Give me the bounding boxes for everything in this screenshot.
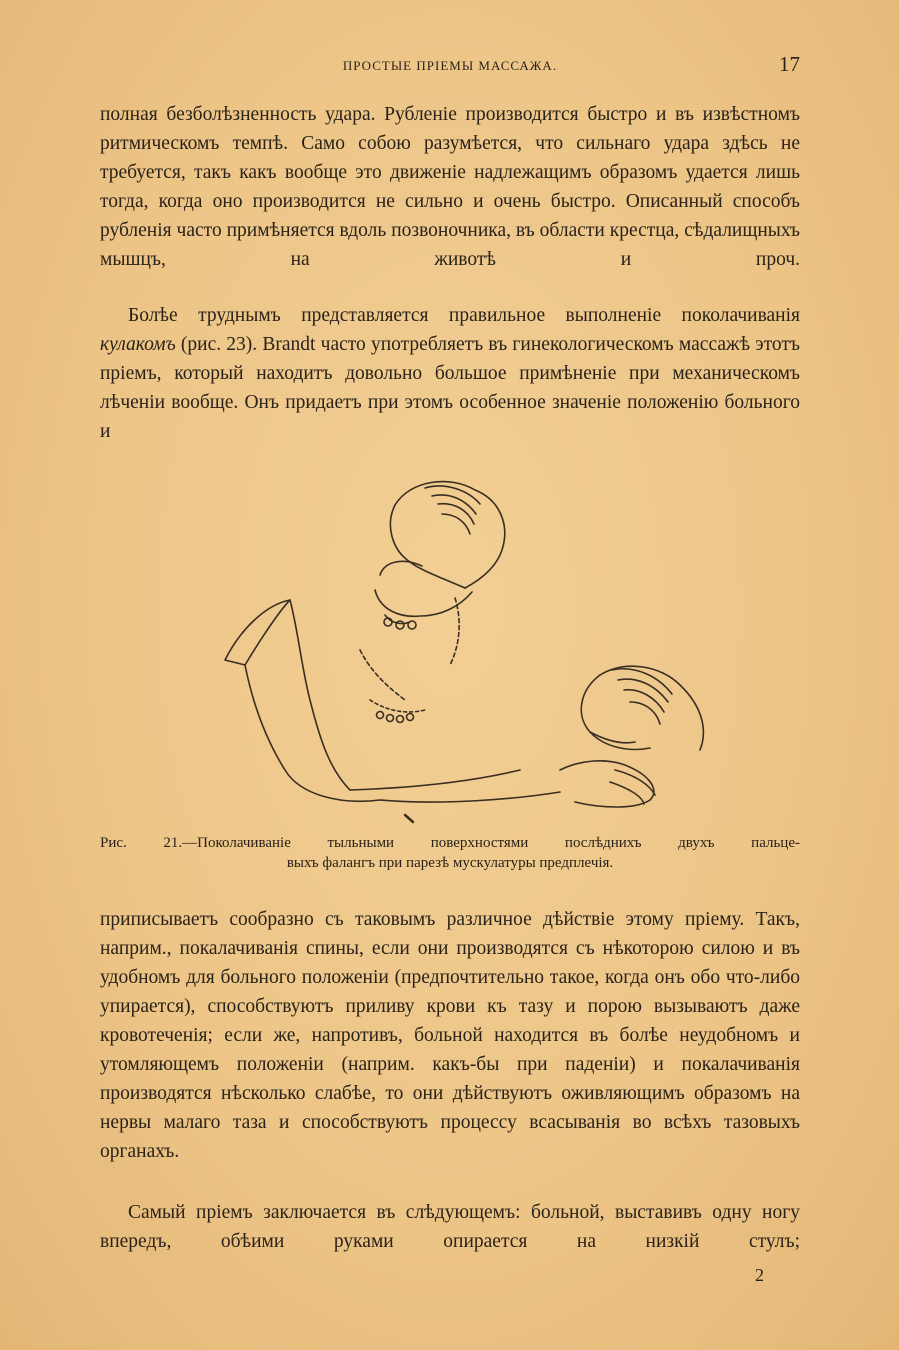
paragraph-1: полная безболѣзненность удара. Рубленіе производится быстро и въ извѣстномъ ритмическомъ темпѣ. Само собою разумѣется, что сильнаго удара здѣсь не требуется, такъ какъ вообще это движеніе надлежащимъ образомъ удается лишь тогда, когда оно производится не сильно и очень быстро. Описанный способъ рубленія часто примѣняется вдоль позвоночника, въ области крестца, сѣдалищныхъ мышцъ, на животѣ и проч. — [100, 104, 800, 270]
paragraph-4: Самый пріемъ заключается въ слѣдующемъ: больной, выставивъ одну ногу впередъ, обѣими руками опирается на низкій стулъ; — [100, 1202, 800, 1252]
paragraph-2-start: Болѣе труднымъ представляется правильное выполненіе поколачиванія — [128, 305, 800, 326]
figure-caption — [100, 833, 800, 873]
caption-line-2: выхъ фалангъ при парезѣ мускулатуры предплечія. — [286, 855, 614, 871]
forearm-drawing — [225, 600, 560, 802]
caption-line-1: Рис. 21.—Поколачиваніе тыльными поверхностями послѣднихъ двухъ пальце- — [100, 835, 800, 851]
running-title: ПРОСТЫЕ ПРІЕМЫ МАССАЖА. — [342, 58, 558, 73]
figure-illustration — [210, 470, 730, 825]
page-header — [100, 52, 800, 82]
paragraph-2 — [100, 301, 800, 446]
printer-signature: 2 — [755, 1265, 764, 1285]
page-number: 17 — [779, 52, 800, 76]
paragraph-3: приписываетъ сообразно съ таковымъ различное дѣйствіе этому пріему. Такъ, наприм., покалачиванія спины, если они производятся съ нѣкоторою силою и въ удобномъ для больного положеніи (предпочтительно такое, когда онъ обо что-либо упирается), способствуютъ приливу крови къ тазу и порою вызываютъ даже кровотеченія; если же, напротивъ, больной находится въ болѣе неудобномъ и утомляющемъ положеніи (наприм. какъ-бы при паденіи) и покалачиванія производятся нѣсколько слабѣе, то они дѣйствуютъ оживляющимъ образомъ на нервы малаго таза и способствуютъ процессу всасыванія во всѣхъ тазовыхъ органахъ. — [100, 909, 800, 1162]
lower-hand-drawing — [560, 666, 703, 807]
paragraph-2-end: (рис. 23). Brandt часто употребляетъ въ гинекологическомъ массажѣ этотъ пріемъ, который находитъ довольно большое примѣненіе при механическомъ лѣченіи вообще. Онъ придаетъ при этомъ особенное значеніе положенію больного и — [100, 334, 800, 442]
upper-hand-drawing — [375, 482, 505, 665]
paragraph-2-italic: кулакомъ — [100, 334, 176, 355]
